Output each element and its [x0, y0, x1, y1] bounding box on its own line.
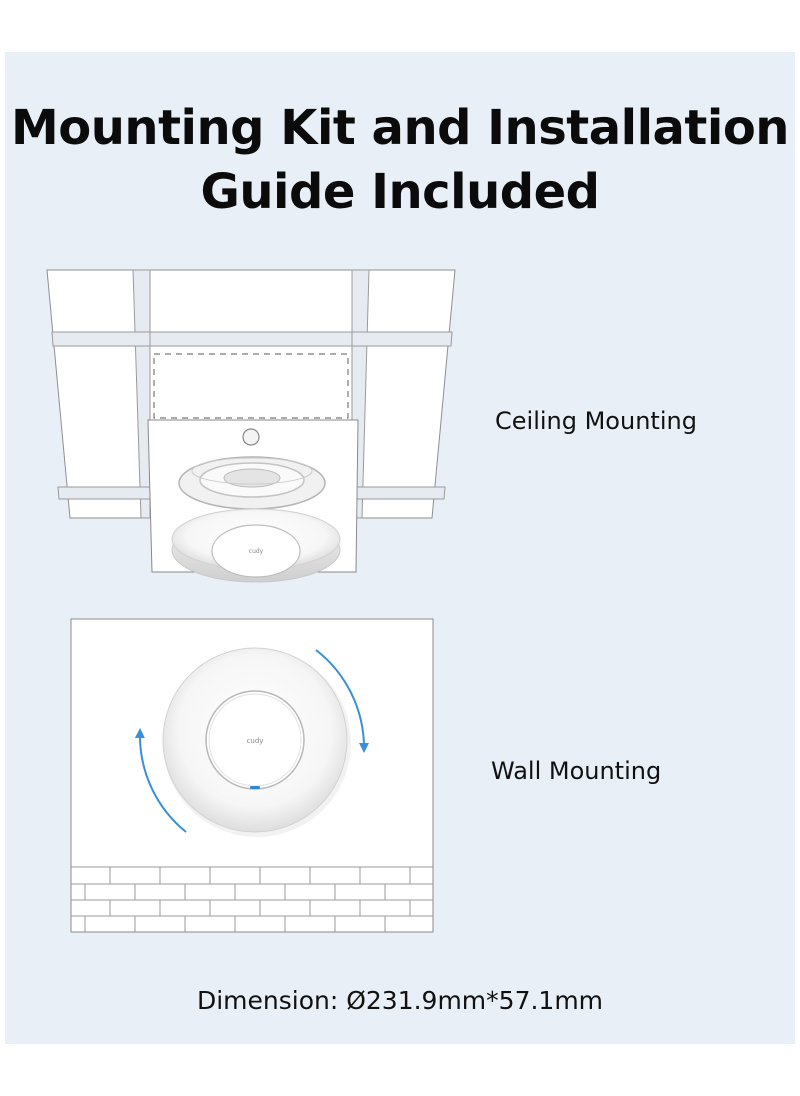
ceiling-mounting-label: Ceiling Mounting [495, 407, 697, 435]
title-line-2: Guide Included [200, 164, 600, 220]
title-line-1: Mounting Kit and Installation [11, 100, 789, 156]
dimension-text: Dimension: Ø231.9mm*57.1mm [196, 986, 604, 1015]
ceiling-access-point [172, 509, 340, 582]
cable-hole-icon [243, 429, 259, 445]
status-led-icon [250, 786, 260, 789]
ceiling-device-logo: cudy [248, 548, 264, 555]
wall-mounting-label: Wall Mounting [491, 757, 662, 785]
wall-scene [71, 619, 433, 932]
ceiling-scene [47, 270, 455, 582]
mounting-bracket [179, 457, 325, 509]
wall-device-logo: cudy [246, 737, 264, 745]
